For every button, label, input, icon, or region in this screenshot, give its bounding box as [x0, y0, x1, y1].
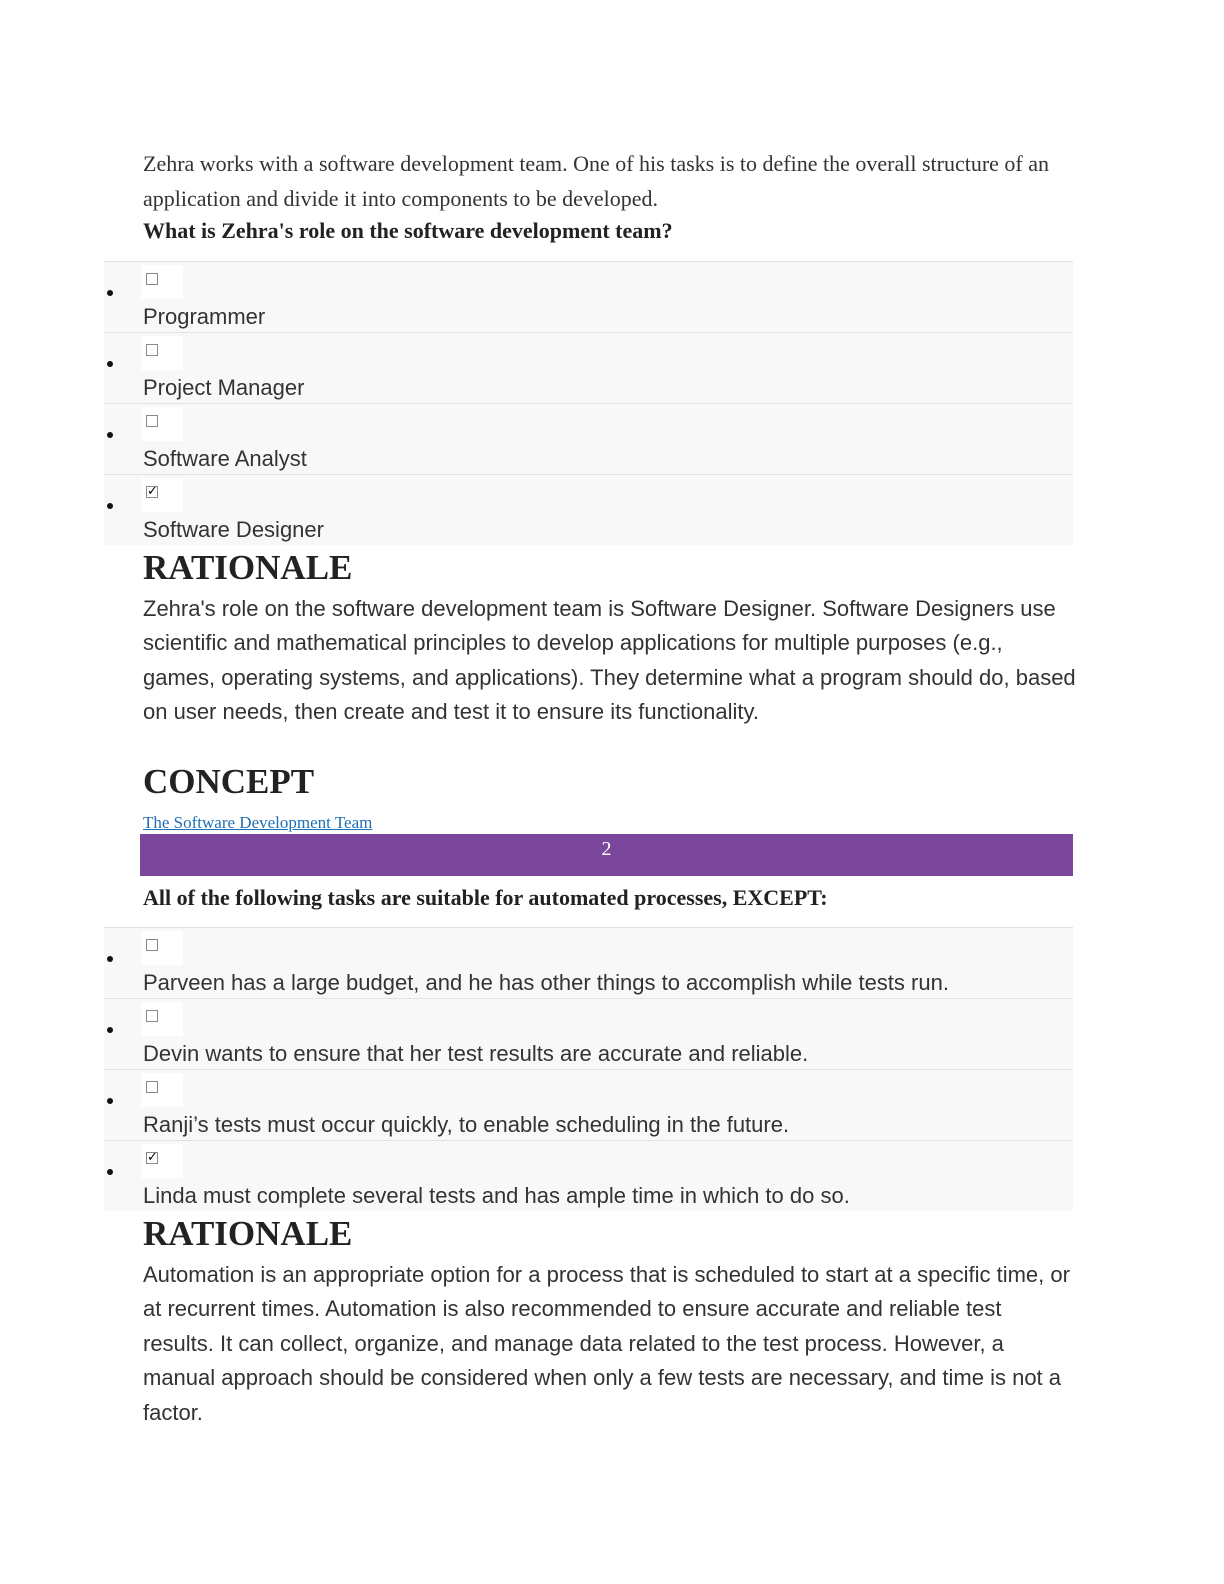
concept-link[interactable]: The Software Development Team	[143, 813, 373, 832]
question-1-option[interactable]	[104, 261, 1073, 332]
question-1-option[interactable]	[104, 332, 1073, 403]
option-label: Programmer	[143, 304, 266, 329]
bullet-icon	[107, 1098, 113, 1104]
question-2-option[interactable]	[104, 1140, 1073, 1211]
question-number-bar: 2	[140, 834, 1073, 876]
checkbox-unchecked[interactable]	[146, 1010, 158, 1022]
checkbox-checked[interactable]: ✓	[147, 484, 158, 499]
checkbox-unchecked[interactable]	[146, 415, 158, 427]
question-2-option[interactable]	[104, 998, 1073, 1069]
question-1-option[interactable]	[104, 474, 1073, 545]
question-2-options	[104, 927, 1073, 1211]
bullet-icon	[107, 503, 113, 509]
option-label: Ranji’s tests must occur quickly, to enable scheduling in the future.	[143, 1112, 790, 1137]
question-1-prompt: What is Zehra's role on the software development team?	[143, 218, 673, 243]
rationale-text: Zehra's role on the software development team is Software Designer. Software Designers use scientific and mathematical principles to develop applications for multiple purposes (e.g., games, operating systems, and applications). They determine what a program should do, based on user needs, then create and test it to ensure its functionality.	[143, 596, 1076, 725]
option-label: Devin wants to ensure that her test results are accurate and reliable.	[143, 1041, 809, 1066]
option-label: Software Analyst	[143, 446, 307, 471]
question-1-options	[104, 261, 1073, 545]
question-1-option[interactable]	[104, 403, 1073, 474]
checkbox-checked[interactable]: ✓	[147, 1150, 158, 1165]
option-label: Parveen has a large budget, and he has other things to accomplish while tests run.	[143, 970, 949, 995]
bullet-icon	[107, 1169, 113, 1175]
bullet-icon	[107, 1027, 113, 1033]
rationale-heading: RATIONALE	[143, 1214, 353, 1253]
question-2-option[interactable]	[104, 927, 1073, 998]
checkbox-unchecked[interactable]	[146, 1081, 158, 1093]
checkbox-unchecked[interactable]	[146, 273, 158, 285]
question-2-option[interactable]	[104, 1069, 1073, 1140]
bullet-icon	[107, 290, 113, 296]
option-label: Software Designer	[143, 517, 324, 542]
checkbox-unchecked[interactable]	[146, 939, 158, 951]
rationale-text: Automation is an appropriate option for a process that is scheduled to start at a specific time, or at recurrent times. Automation is also recommended to ensure accurate and reliable test results. It can collect, organize, and manage data related to the test process. However, a manual approach should be considered when only a few tests are necessary, and time is not a factor.	[143, 1262, 1070, 1425]
bullet-icon	[107, 432, 113, 438]
checkbox-unchecked[interactable]	[146, 344, 158, 356]
rationale-heading: RATIONALE	[143, 548, 353, 587]
option-label: Project Manager	[143, 375, 305, 400]
bullet-icon	[107, 956, 113, 962]
concept-heading: CONCEPT	[143, 762, 315, 801]
question-2-prompt: All of the following tasks are suitable for automated processes, EXCEPT:	[143, 885, 828, 910]
question-1-intro: Zehra works with a software development team. One of his tasks is to define the overall structure of an application and divide it into components to be developed.	[143, 151, 1049, 211]
option-label: Linda must complete several tests and has ample time in which to do so.	[143, 1183, 850, 1208]
bullet-icon	[107, 361, 113, 367]
